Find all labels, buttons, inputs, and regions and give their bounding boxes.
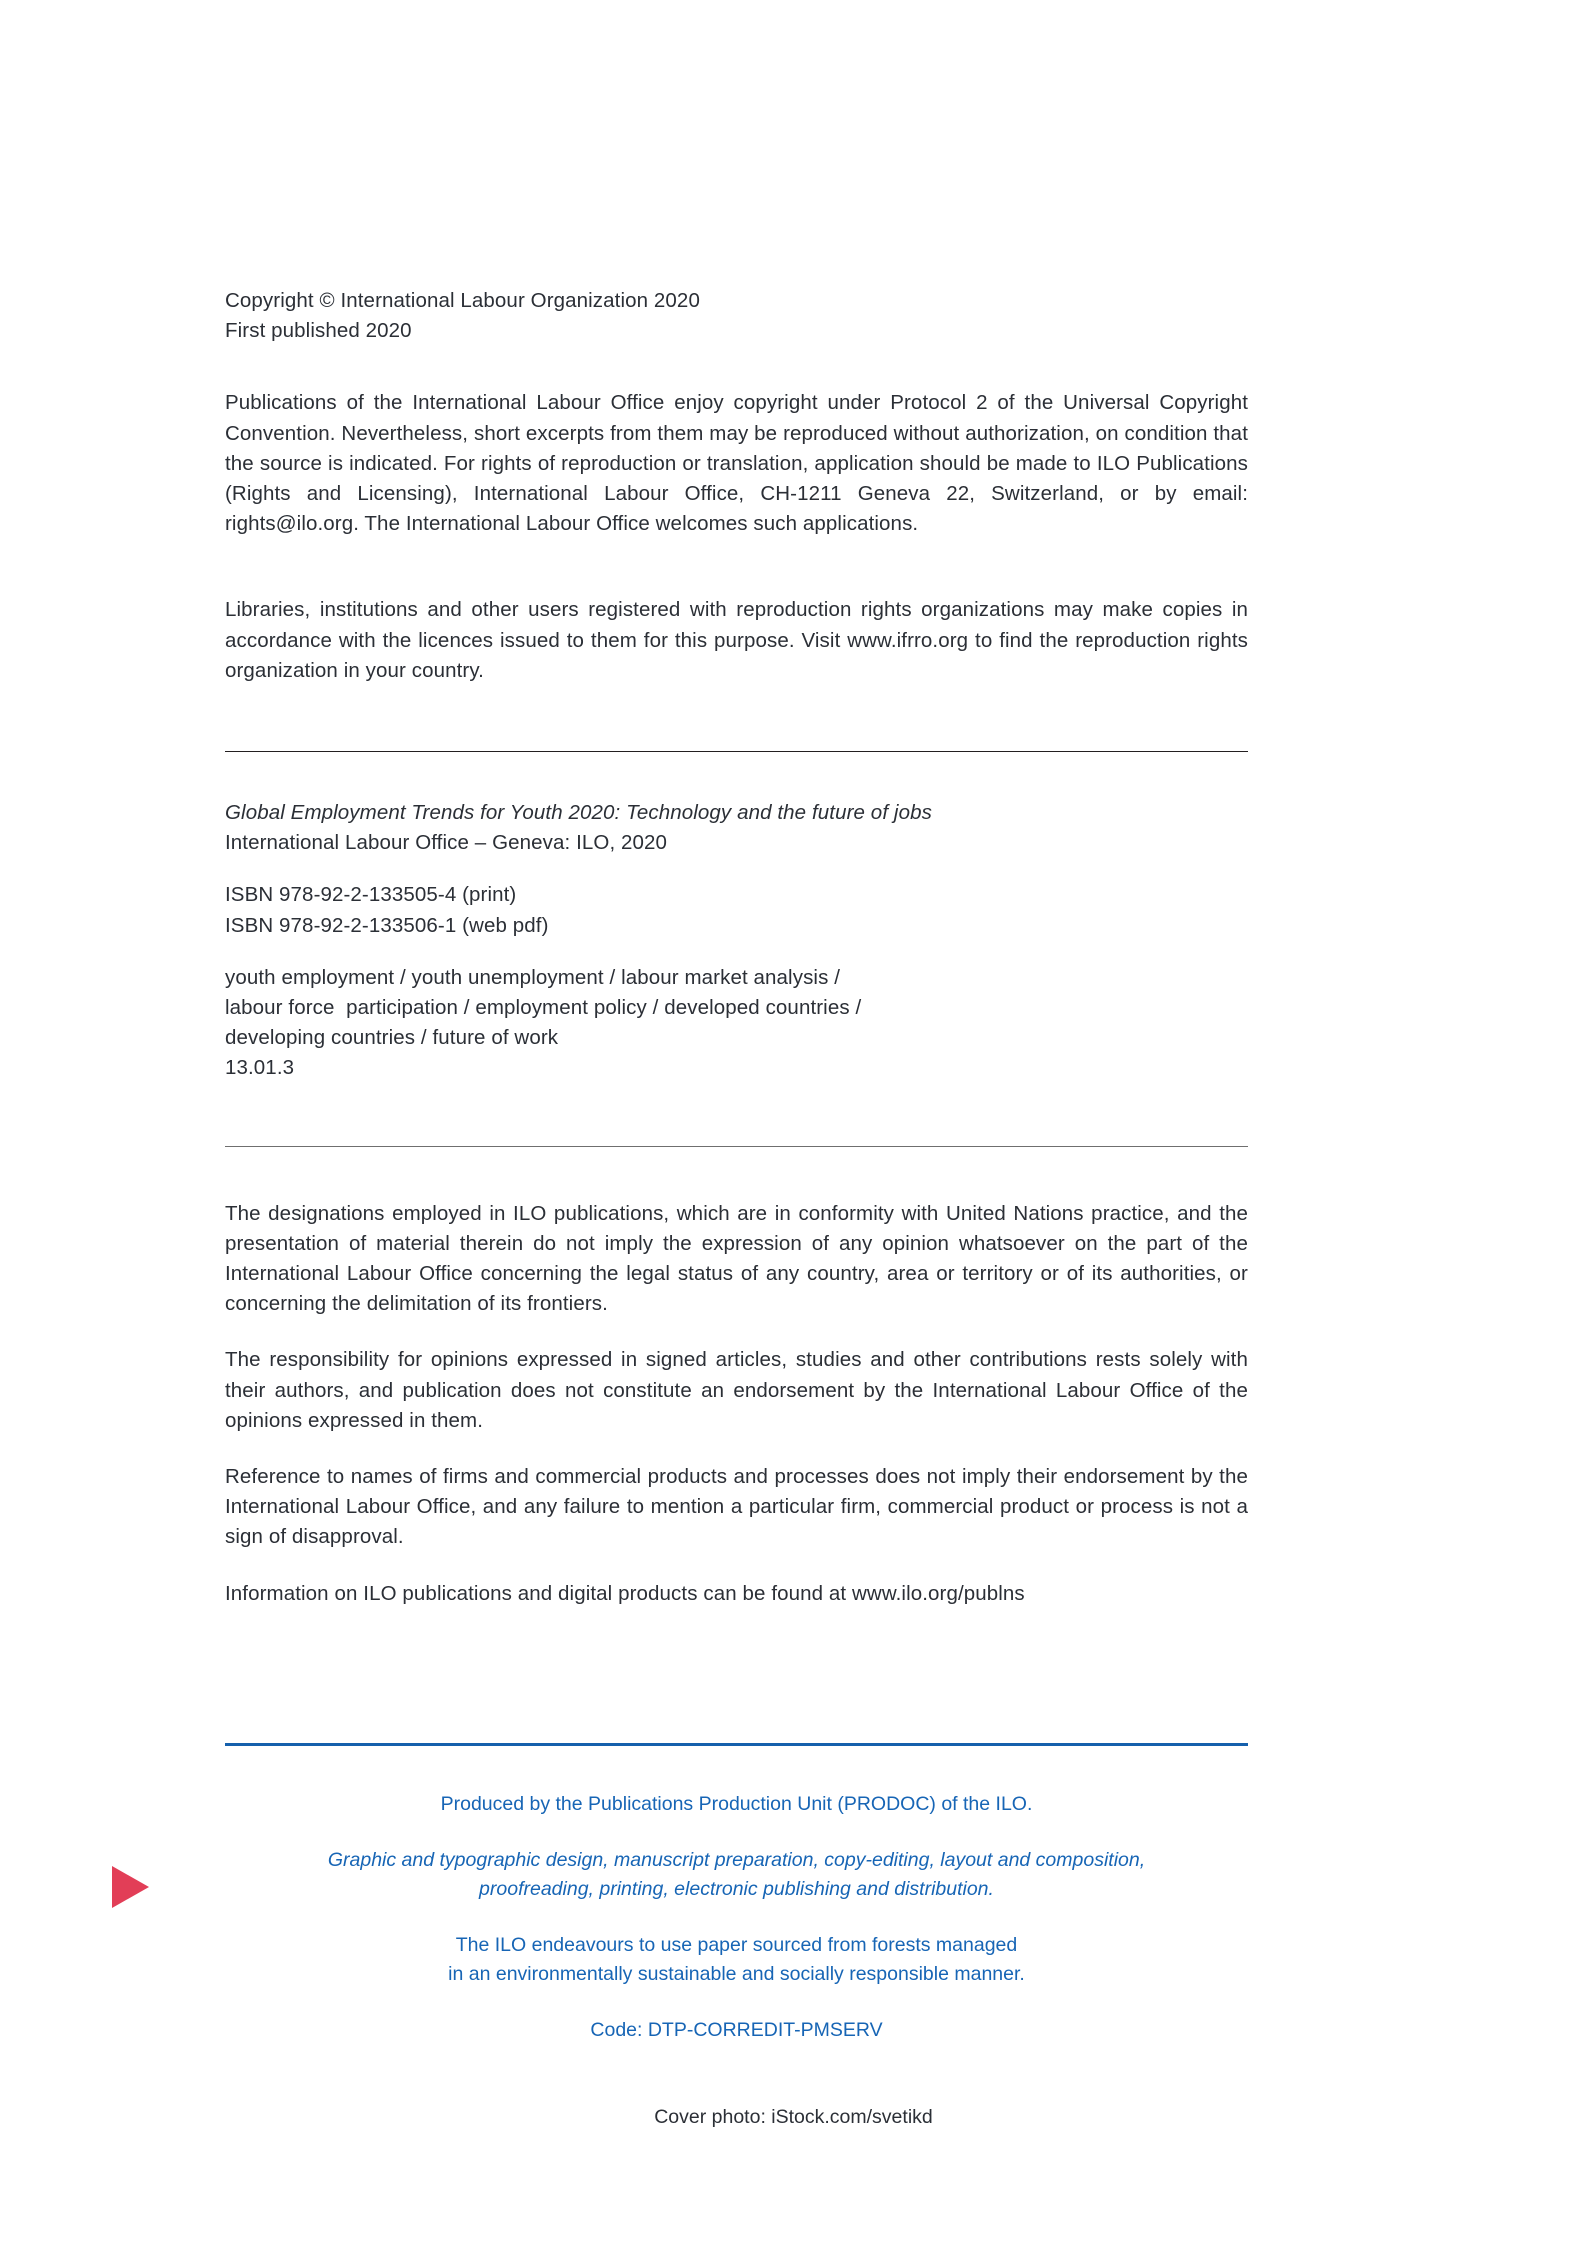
designations-paragraph: The designations employed in ILO publications, which are in conformity with United Nations practice, and the presentation of material therein do not imply the expression of any opinion whatsoever on the part of the International Labour Office concerning the legal status of any country, area or territory or of its authorities, or concerning the delimitation of its frontiers.	[225, 1201, 1248, 1316]
responsibility-paragraph: The responsibility for opinions expressed in signed articles, studies and other contributions rests solely with their authors, and publication does not constitute an endorsement by the International Labour Office of the opinions expressed in them.	[225, 1348, 1248, 1432]
libraries-block	[225, 595, 1248, 686]
paper-line-2: in an environmentally sustainable and socially responsible manner.	[448, 1963, 1025, 1985]
footer-divider-rule	[225, 1743, 1248, 1746]
isbn-print: ISBN 978-92-2-133505-4 (print)	[225, 883, 517, 907]
spacer	[225, 858, 1248, 880]
production-code: Code: DTP-CORREDIT-PMSERV	[590, 2019, 883, 2041]
catalogue-block	[225, 798, 1248, 858]
copyright-block	[225, 286, 1248, 346]
permissions-paragraph: Publications of the International Labour Office enjoy copyright under Protocol 2 of the Universal Copyright Convention. Nevertheless, short excerpts from them may be reproduced without authorization, on condition that the source is indicated. For rights of reproduction or translation, application should be made to ILO Publications (Rights and Licensing), International Labour Office, CH-1211 Geneva 22, Switzerland, or by email: rights@ilo.org. The International Labour Office welcomes such applications.	[225, 391, 1248, 536]
keywords-line-3: developing countries / future of work	[225, 1026, 559, 1050]
produced-by-line: Produced by the Publications Production Unit (PRODOC) of the ILO.	[440, 1793, 1033, 1815]
spacer	[225, 941, 1248, 963]
keywords-line-1: youth employment / youth unemployment / labour market analysis /	[225, 965, 841, 989]
libraries-paragraph: Libraries, institutions and other users registered with reproduction rights organizations may make copies in accordance with the licences issued to them for this purpose. Visit www.ifrro.org to find the reproduction rights organization in your country.	[225, 598, 1248, 682]
spacer	[225, 686, 1248, 751]
keywords-line-2: labour force participation / employment policy / developed countries /	[225, 996, 862, 1020]
information-paragraph: Information on ILO publications and digital products can be found at www.ilo.org/publns	[225, 1581, 1025, 1605]
spacer	[225, 1147, 1248, 1199]
spacer	[225, 565, 1248, 595]
publication-title: Global Employment Trends for Youth 2020: Technology and the future of jobs	[225, 801, 932, 825]
responsibility-block	[225, 1345, 1248, 1436]
isbn-block	[225, 880, 1248, 940]
content-column	[225, 286, 1248, 1609]
red-triangle-marker-icon	[112, 1866, 149, 1908]
copyright-line-1: Copyright © International Labour Organization 2020	[225, 289, 700, 312]
spacer	[225, 358, 1248, 388]
spacer	[225, 1989, 1248, 2016]
isbn-web: ISBN 978-92-2-133506-1 (web pdf)	[225, 913, 549, 937]
spacer	[225, 1819, 1248, 1846]
spacer	[225, 752, 1248, 798]
services-line-1: Graphic and typographic design, manuscript preparation, copy-editing, layout and composition,	[327, 1849, 1146, 1871]
paper-line-1: The ILO endeavours to use paper sourced from forests managed	[455, 1934, 1018, 1956]
designations-block	[225, 1199, 1248, 1320]
production-footer	[225, 1743, 1248, 2045]
copyright-line-2: First published 2020	[225, 319, 412, 343]
keywords-block	[225, 963, 1248, 1084]
publication-imprint: International Labour Office – Geneva: ILO, 2020	[225, 831, 668, 855]
reference-block	[225, 1462, 1248, 1553]
classification-code: 13.01.3	[225, 1056, 295, 1080]
services-line-2: proofreading, printing, electronic publishing and distribution.	[479, 1878, 994, 1900]
cover-photo-credit: Cover photo: iStock.com/svetikd	[654, 2106, 933, 2128]
spacer	[225, 1904, 1248, 1931]
permissions-block	[225, 388, 1248, 539]
information-block	[225, 1579, 1248, 1609]
spacer	[225, 1084, 1248, 1146]
reference-paragraph: Reference to names of firms and commercial products and processes does not imply their endorsement by the International Labour Office, and any failure to mention a particular firm, commercial product or process is not a sign of disapproval.	[225, 1465, 1248, 1549]
